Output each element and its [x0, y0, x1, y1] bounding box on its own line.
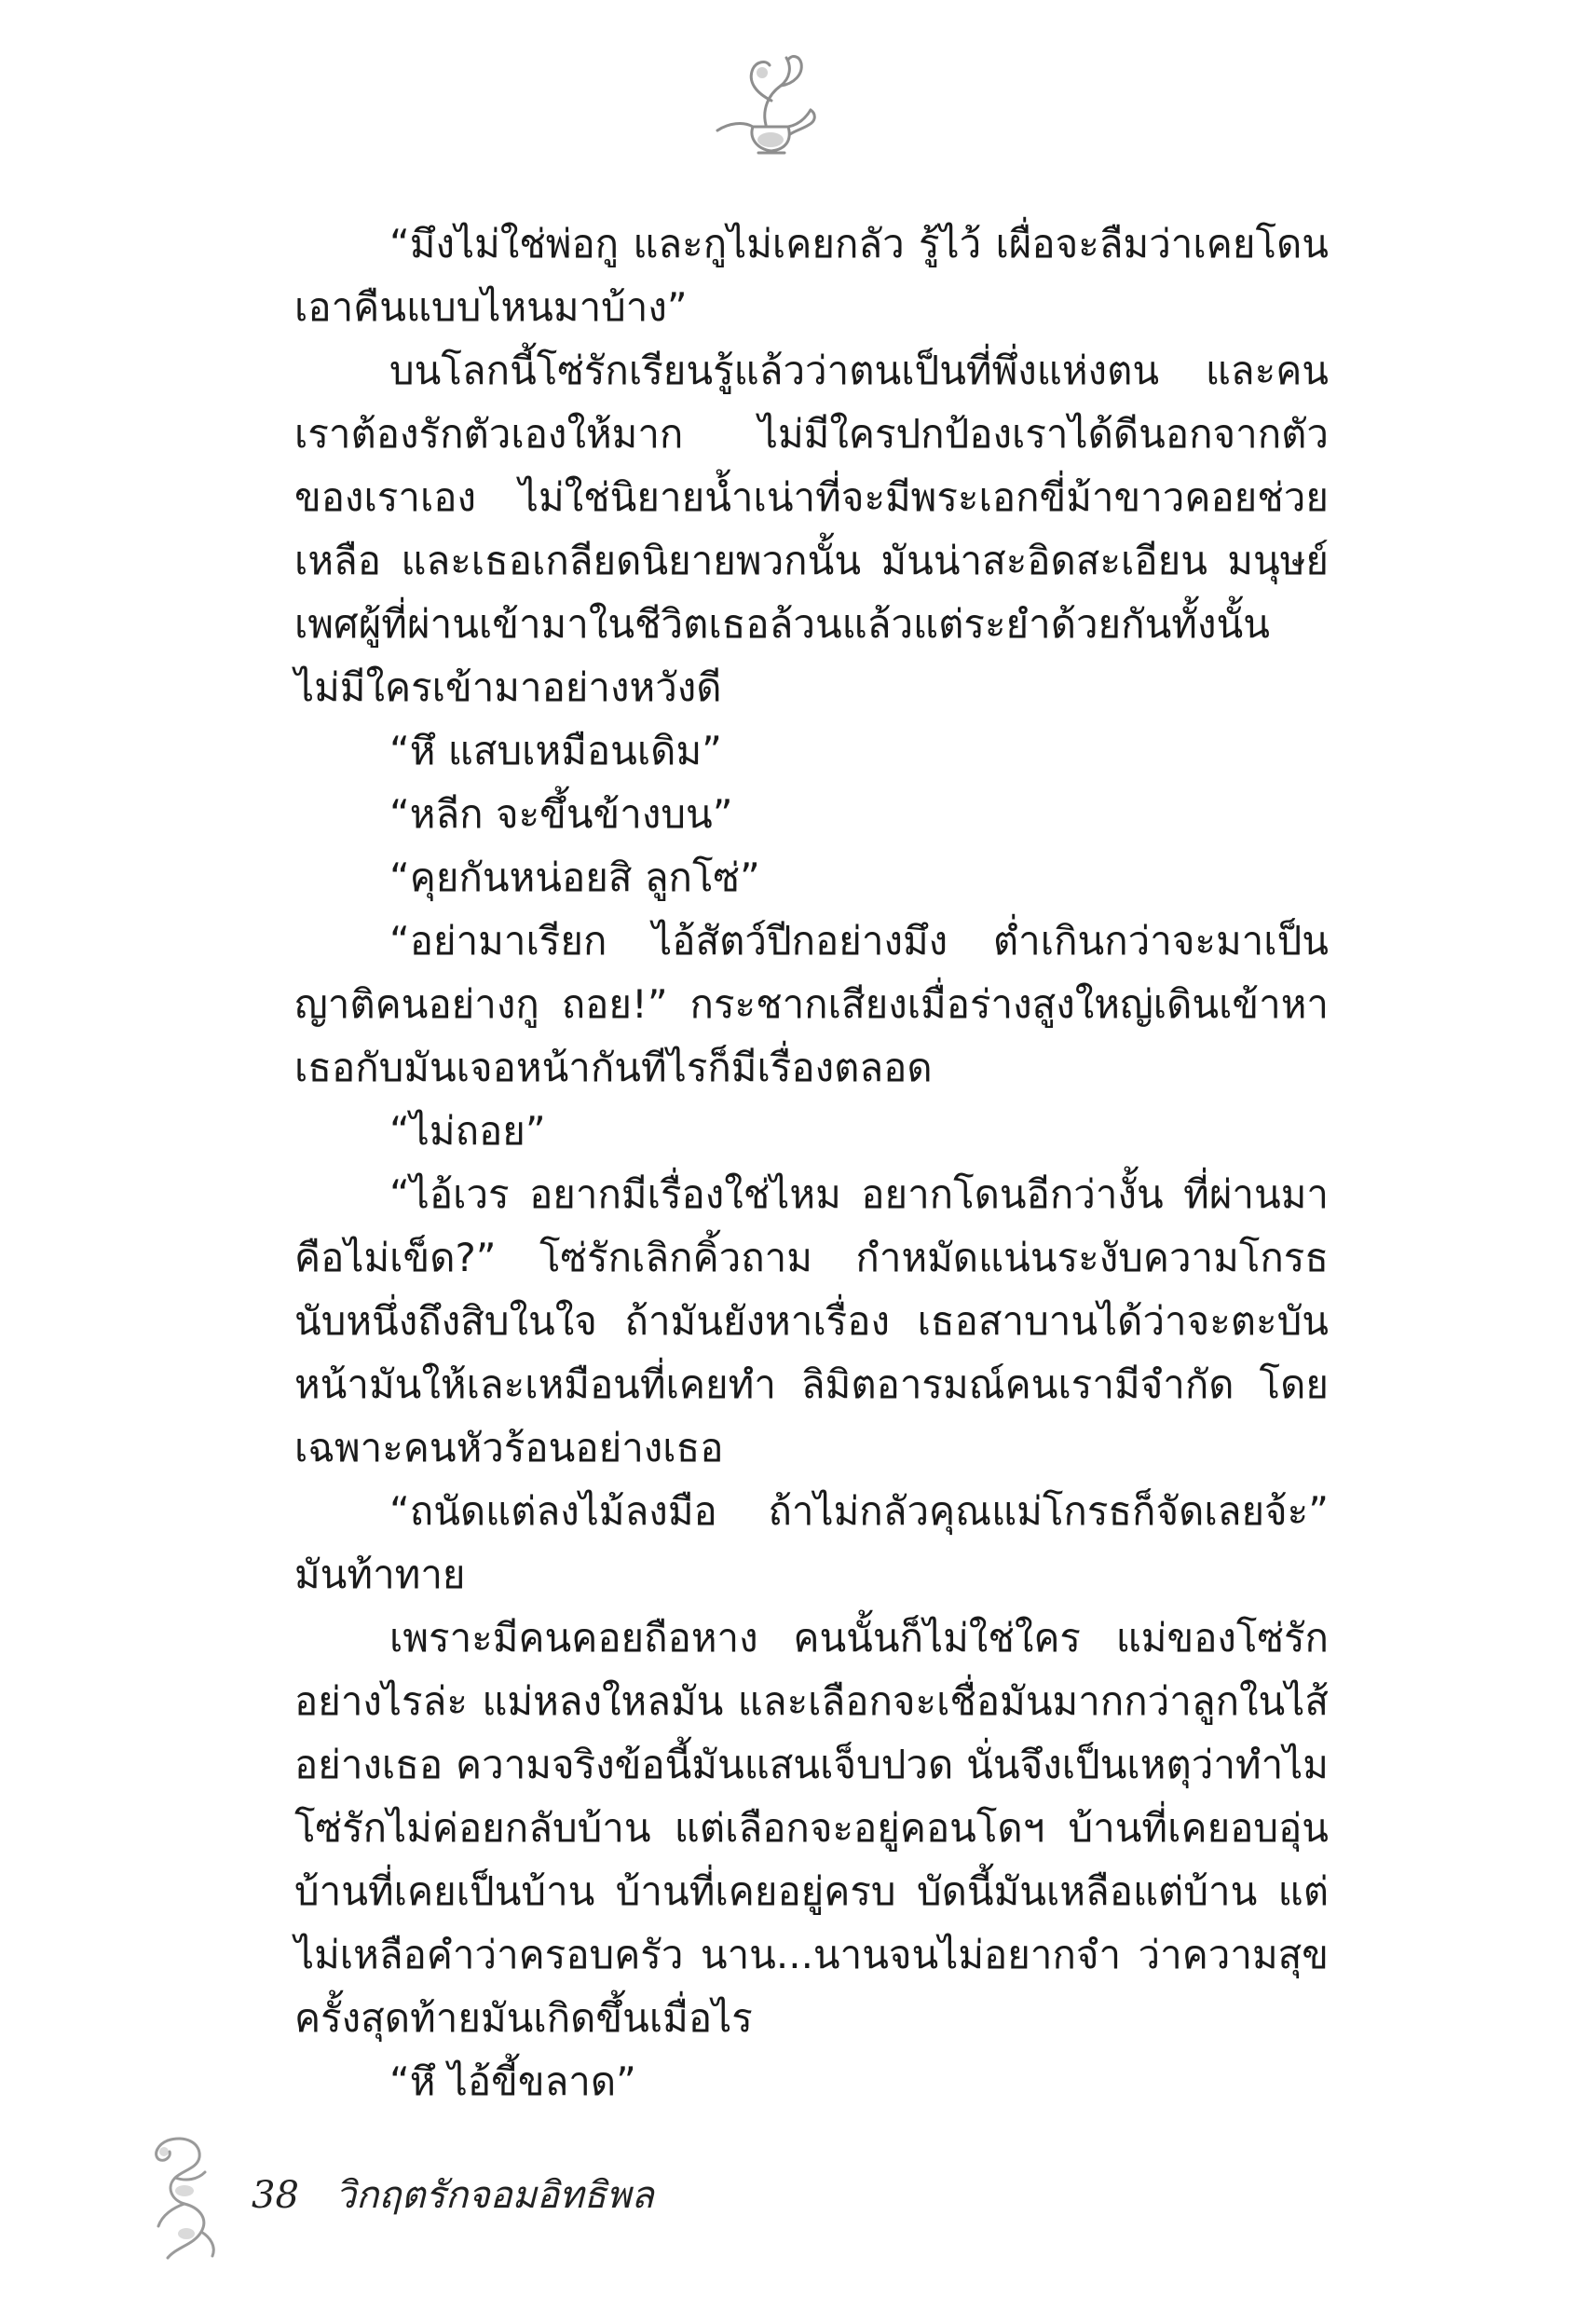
paragraph: บนโลกนี้โซ่รักเรียนรู้แล้วว่าตนเป็นที่พึ่งแห่งตน และคนเราต้องรักตัวเองให้มาก ไม่มีใครปกป้องเราได้ดีนอกจากตัวของเราเอง ไม่ใช่นิยายน้ำเน่าที่จะมีพระเอกขี่ม้าขาวคอยช่วยเหลือ และเธอเกลียดนิยายพวกนั้น มันน่าสะอิดสะเอียน มนุษย์เพศผู้ที่ผ่านเข้ามาในชีวิตเธอล้วนแล้วแต่ระยำด้วยกันทั้งนั้น ไม่มีใครเข้ามาอย่างหวังดี: [294, 348, 1329, 710]
magic-lamp-icon: [701, 45, 822, 166]
body-text: [294, 212, 1329, 2113]
paragraph: “ไม่ถอย”: [389, 1108, 546, 1154]
page-footer: [130, 2129, 783, 2269]
paragraph: “ถนัดแต่ลงไม้ลงมือ ถ้าไม่กลัวคุณแม่โกรธก็จัดเลยจ้ะ” มันท้าทาย: [294, 1488, 1329, 1597]
dragon-icon: [130, 2129, 233, 2269]
paragraph: “มึงไม่ใช่พ่อกู และกูไม่เคยกลัว รู้ไว้ เผื่อจะลืมว่าเคยโดนเอาคืนแบบไหนมาบ้าง”: [294, 221, 1329, 330]
paragraph: “หึ แสบเหมือนเดิม”: [389, 728, 722, 773]
book-title: วิกฤตรักจอมอิทธิพล: [334, 2174, 654, 2217]
paragraph: “คุยกันหน่อยสิ ลูกโซ่”: [389, 855, 760, 900]
paragraph: “หึ ไอ้ขี้ขลาด”: [389, 2058, 636, 2104]
page-number: 38: [252, 2174, 299, 2217]
footer-text: [252, 2165, 654, 2224]
paragraph: “ไอ้เวร อยากมีเรื่องใช่ไหม อยากโดนอีกว่างั้น ที่ผ่านมาคือไม่เข็ด?” โซ่รักเลิกคิ้วถาม กำหมัดแน่นระงับความโกรธ นับหนึ่งถึงสิบในใจ ถ้ามันยังหาเรื่อง เธอสาบานได้ว่าจะตะบันหน้ามันให้เละเหมือนที่เคยทำ ลิมิตอารมณ์คนเรามีจำกัด โดยเฉพาะคนหัวร้อนอย่างเธอ: [294, 1171, 1329, 1470]
paragraph: เพราะมีคนคอยถือหาง คนนั้นก็ไม่ใช่ใคร แม่ของโซ่รักอย่างไรล่ะ แม่หลงใหลมัน และเลือกจะเชื่อมันมากกว่าลูกในไส้อย่างเธอ ความจริงข้อนี้มันแสนเจ็บปวด นั่นจึงเป็นเหตุว่าทำไมโซ่รักไม่ค่อยกลับบ้าน แต่เลือกจะอยู่คอนโดฯ บ้านที่เคยอบอุ่น บ้านที่เคยเป็นบ้าน บ้านที่เคยอยู่ครบ บัดนี้มันเหลือแต่บ้าน แต่ไม่เหลือคำว่าครอบครัว นาน...นานจนไม่อยากจำ ว่าความสุขครั้งสุดท้ายมันเกิดขึ้นเมื่อไร: [294, 1615, 1329, 2041]
paragraph: “อย่ามาเรียก ไอ้สัตว์ปีกอย่างมึง ต่ำเกินกว่าจะมาเป็นญาติคนอย่างกู ถอย!” กระชากเสียงเมื่อร่างสูงใหญ่เดินเข้าหา เธอกับมันเจอหน้ากันทีไรก็มีเรื่องตลอด: [294, 918, 1329, 1090]
paragraph: “หลีก จะขึ้นข้างบน”: [389, 791, 733, 837]
